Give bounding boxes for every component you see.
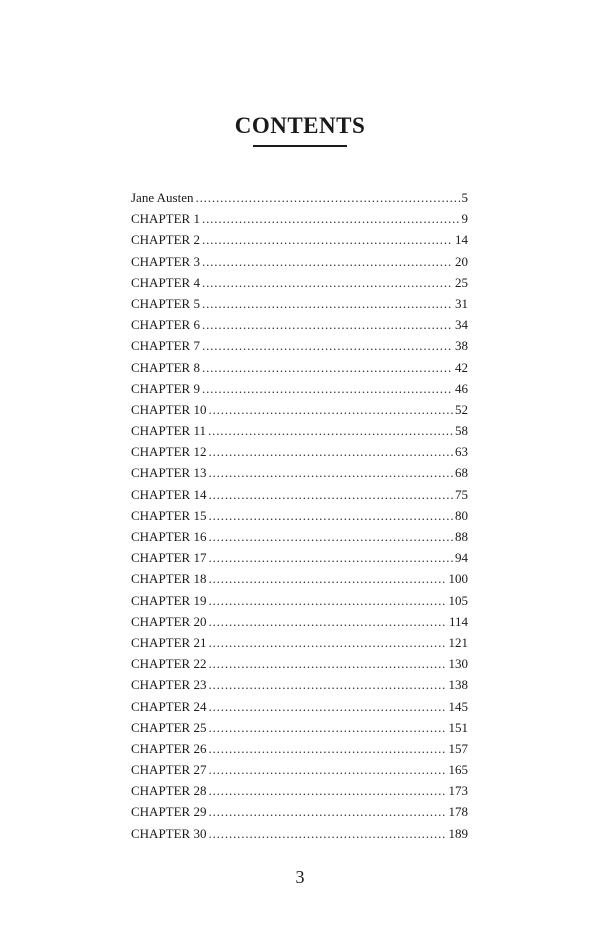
- dot-leader: [202, 357, 453, 378]
- toc-entry[interactable]: [131, 462, 468, 483]
- toc-entry-label: CHAPTER 29: [131, 804, 207, 820]
- toc-entry-page-number: 165: [448, 762, 468, 778]
- page-title: CONTENTS: [234, 113, 366, 139]
- toc-entry-page-number: 80: [455, 507, 468, 523]
- toc-entry[interactable]: [131, 399, 468, 420]
- dot-leader: [202, 314, 453, 335]
- toc-entry-label: CHAPTER 5: [131, 295, 200, 311]
- toc-entry-page-number: 52: [455, 401, 468, 417]
- toc-entry-label: CHAPTER 14: [131, 486, 207, 502]
- toc-entry-page-number: 38: [455, 338, 468, 354]
- toc-entry[interactable]: [131, 801, 468, 822]
- toc-entry[interactable]: [131, 780, 468, 801]
- toc-entry-label: CHAPTER 17: [131, 550, 207, 566]
- toc-entry-label: CHAPTER 11: [131, 423, 206, 439]
- dot-leader: [208, 674, 446, 695]
- dot-leader: [208, 441, 453, 462]
- toc-entry[interactable]: [131, 526, 468, 547]
- toc-entry-page-number: 20: [455, 253, 468, 269]
- dot-leader: [202, 378, 453, 399]
- toc-entry[interactable]: [131, 314, 468, 335]
- dot-leader: [208, 590, 446, 611]
- toc-entry[interactable]: [131, 420, 468, 441]
- toc-entry-page-number: 31: [455, 295, 468, 311]
- toc-entry-label: CHAPTER 20: [131, 613, 207, 629]
- dot-leader: [208, 568, 446, 589]
- toc-entry[interactable]: [131, 611, 468, 632]
- toc-entry-page-number: 138: [448, 677, 468, 693]
- page-number: 3: [295, 867, 305, 887]
- toc-entry-page-number: 157: [448, 740, 468, 756]
- toc-entry-label: CHAPTER 16: [131, 529, 207, 544]
- toc-entry-page-number: 114: [448, 613, 468, 629]
- toc-entry-page-number: 105: [448, 592, 468, 608]
- toc-entry[interactable]: [131, 717, 468, 738]
- toc-entry[interactable]: [131, 208, 468, 229]
- toc-entry[interactable]: [131, 293, 468, 314]
- toc-entry[interactable]: [131, 653, 468, 674]
- toc-entry-label: CHAPTER 21: [131, 634, 207, 650]
- dot-leader: [208, 611, 446, 632]
- toc-entry[interactable]: [131, 378, 468, 399]
- toc-entry[interactable]: [131, 272, 468, 293]
- toc-entry-label: CHAPTER 3: [131, 253, 200, 269]
- dot-leader: [208, 505, 453, 526]
- toc-entry-label: CHAPTER 6: [131, 317, 200, 333]
- toc-entry-label: CHAPTER 1: [131, 211, 200, 227]
- toc-entry-page-number: 173: [448, 783, 468, 799]
- title-divider: [253, 145, 347, 147]
- toc-entry-page-number: 68: [455, 465, 468, 481]
- toc-entry-label: CHAPTER 9: [131, 380, 200, 396]
- dot-leader: [208, 420, 453, 441]
- toc-entry-label: CHAPTER 30: [131, 825, 207, 841]
- dot-leader: [208, 823, 446, 844]
- dot-leader: [208, 547, 453, 568]
- toc-entry-page-number: 75: [455, 486, 468, 502]
- toc-entry[interactable]: [131, 547, 468, 568]
- table-of-contents: [131, 187, 468, 844]
- toc-entry-page-number: 178: [448, 804, 468, 820]
- toc-entry-label: CHAPTER 4: [131, 274, 200, 290]
- dot-leader: [208, 399, 453, 420]
- toc-entry-page-number: 88: [455, 529, 468, 544]
- toc-entry-page-number: 145: [448, 698, 468, 714]
- toc-entry[interactable]: [131, 357, 468, 378]
- toc-entry-label: CHAPTER 12: [131, 444, 207, 460]
- toc-entry-label: CHAPTER 15: [131, 507, 207, 523]
- toc-entry[interactable]: [131, 335, 468, 356]
- dot-leader: [208, 696, 446, 717]
- dot-leader: [208, 738, 446, 759]
- toc-entry-label: CHAPTER 19: [131, 592, 207, 608]
- dot-leader: [208, 717, 446, 738]
- dot-leader: [195, 187, 459, 208]
- toc-entry-page-number: 189: [448, 825, 468, 841]
- toc-entry[interactable]: [131, 441, 468, 462]
- toc-entry-page-number: 42: [455, 359, 468, 375]
- toc-entry-label: CHAPTER 2: [131, 232, 200, 248]
- dot-leader: [202, 251, 453, 272]
- toc-entry[interactable]: [131, 568, 468, 589]
- dot-leader: [208, 462, 453, 483]
- toc-entry-page-number: 63: [455, 444, 468, 460]
- toc-entry-page-number: 94: [455, 550, 468, 566]
- toc-entry[interactable]: [131, 674, 468, 695]
- toc-entry[interactable]: [131, 187, 468, 208]
- toc-entry[interactable]: [131, 738, 468, 759]
- dot-leader: [208, 653, 446, 674]
- toc-entry-page-number: 100: [448, 571, 468, 587]
- dot-leader: [202, 208, 460, 229]
- toc-entry-label: CHAPTER 25: [131, 719, 207, 735]
- toc-entry[interactable]: [131, 823, 468, 844]
- toc-entry-label: CHAPTER 22: [131, 656, 207, 672]
- toc-entry[interactable]: [131, 505, 468, 526]
- toc-entry-page-number: 121: [448, 634, 468, 650]
- dot-leader: [208, 632, 446, 653]
- toc-entry[interactable]: [131, 759, 468, 780]
- dot-leader: [208, 801, 446, 822]
- dot-leader: [202, 272, 453, 293]
- toc-entry-page-number: 46: [455, 380, 468, 396]
- toc-entry[interactable]: [131, 229, 468, 250]
- dot-leader: [208, 759, 446, 780]
- toc-entry-page-number: 58: [455, 423, 468, 439]
- toc-entry-page-number: 130: [448, 656, 468, 672]
- toc-entry-label: CHAPTER 28: [131, 783, 207, 799]
- toc-entry-page-number: 5: [461, 190, 468, 205]
- dot-leader: [202, 335, 453, 356]
- toc-entry[interactable]: [131, 251, 468, 272]
- toc-entry-label: Jane Austen: [131, 190, 194, 205]
- toc-entry[interactable]: [131, 590, 468, 611]
- dot-leader: [208, 484, 453, 505]
- toc-entry-label: CHAPTER 24: [131, 698, 207, 714]
- toc-entry[interactable]: [131, 484, 468, 505]
- toc-entry-page-number: 25: [455, 274, 468, 290]
- toc-entry-label: CHAPTER 27: [131, 762, 207, 778]
- toc-entry-label: CHAPTER 10: [131, 401, 207, 417]
- toc-entry-label: CHAPTER 8: [131, 359, 200, 375]
- toc-entry-page-number: 151: [448, 719, 468, 735]
- toc-entry-label: CHAPTER 18: [131, 571, 207, 587]
- toc-entry-page-number: 14: [455, 232, 468, 248]
- toc-entry-label: CHAPTER 26: [131, 740, 207, 756]
- toc-entry[interactable]: [131, 632, 468, 653]
- toc-entry-page-number: 9: [461, 211, 468, 227]
- toc-entry-label: CHAPTER 13: [131, 465, 207, 481]
- dot-leader: [202, 293, 453, 314]
- toc-entry-label: CHAPTER 7: [131, 338, 200, 354]
- dot-leader: [208, 780, 446, 801]
- toc-entry-page-number: 34: [455, 317, 468, 333]
- dot-leader: [208, 526, 453, 547]
- dot-leader: [202, 229, 453, 250]
- toc-entry[interactable]: [131, 696, 468, 717]
- toc-entry-label: CHAPTER 23: [131, 677, 207, 693]
